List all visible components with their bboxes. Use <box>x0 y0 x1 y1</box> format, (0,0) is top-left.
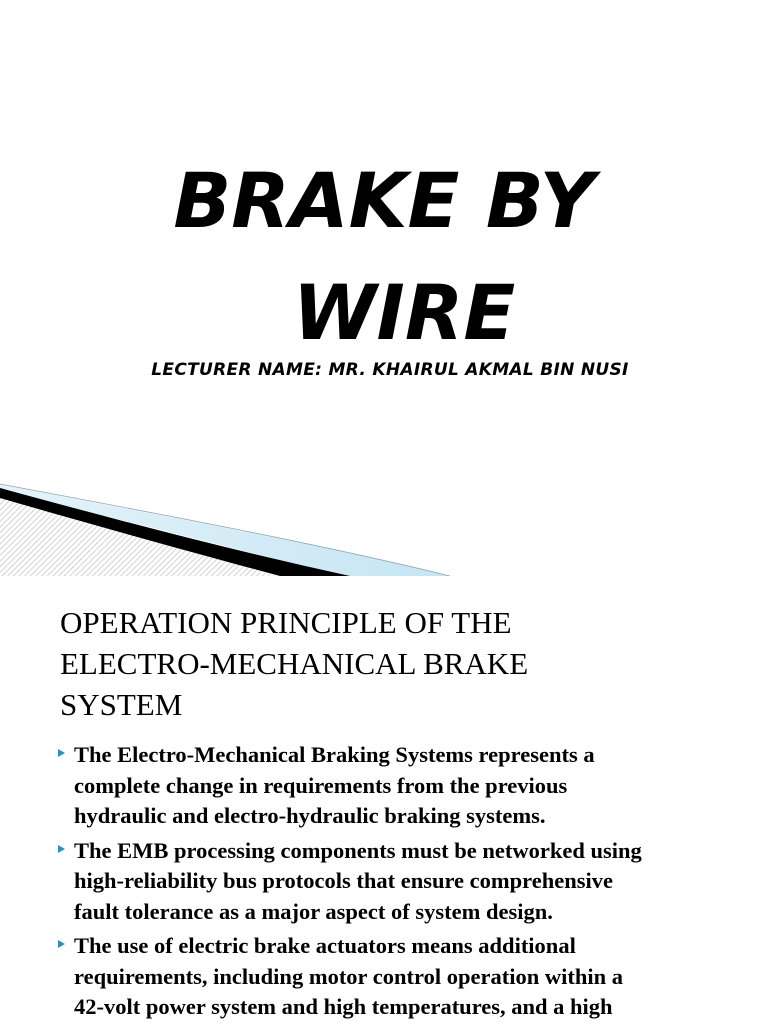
bullet-text <box>74 931 738 1023</box>
section-heading <box>60 602 720 725</box>
section-heading-line-1: OPERATION PRINCIPLE OF THE <box>60 605 512 640</box>
slide-title-line-1: BRAKE BY <box>173 156 595 245</box>
triangle-bullet-icon <box>58 845 65 853</box>
bullet-line: high-reliability bus protocols that ensure comprehensive <box>74 868 613 893</box>
slide-title <box>0 145 768 369</box>
bullet-line: The Electro-Mechanical Braking Systems represents a <box>74 742 595 767</box>
slide-title-line-2: WIRE <box>292 268 516 357</box>
decorative-swoosh <box>0 470 768 576</box>
section-heading-line-3: SYSTEM <box>60 687 183 722</box>
triangle-bullet-icon <box>58 940 65 948</box>
bullet-line: complete change in requirements from the previous <box>74 772 568 798</box>
bullet-line: 42-volt power system and high temperatures, and a high <box>74 994 613 1019</box>
lecturer-name: LECTURER NAME: MR. KHAIRUL AKMAL BIN NUSI <box>151 360 629 380</box>
bullet-line: hydraulic and electro-hydraulic braking systems. <box>74 803 546 828</box>
bullet-item <box>58 931 738 1023</box>
bullet-line: The use of electric brake actuators means additional <box>74 933 576 958</box>
bullet-list <box>58 740 738 1024</box>
triangle-bullet-icon <box>58 749 65 757</box>
section-heading-line-2: ELECTRO-MECHANICAL BRAKE <box>60 646 529 681</box>
bullet-text <box>74 740 738 832</box>
bullet-line: The EMB processing components must be networked using <box>74 837 642 863</box>
bullet-line: fault tolerance as a major aspect of system design. <box>74 898 553 924</box>
bullet-item <box>58 836 738 928</box>
bullet-item <box>58 740 738 832</box>
bullet-line: requirements, including motor control operation within a <box>74 963 623 989</box>
bullet-text <box>74 836 738 928</box>
content-slide <box>0 576 768 1024</box>
